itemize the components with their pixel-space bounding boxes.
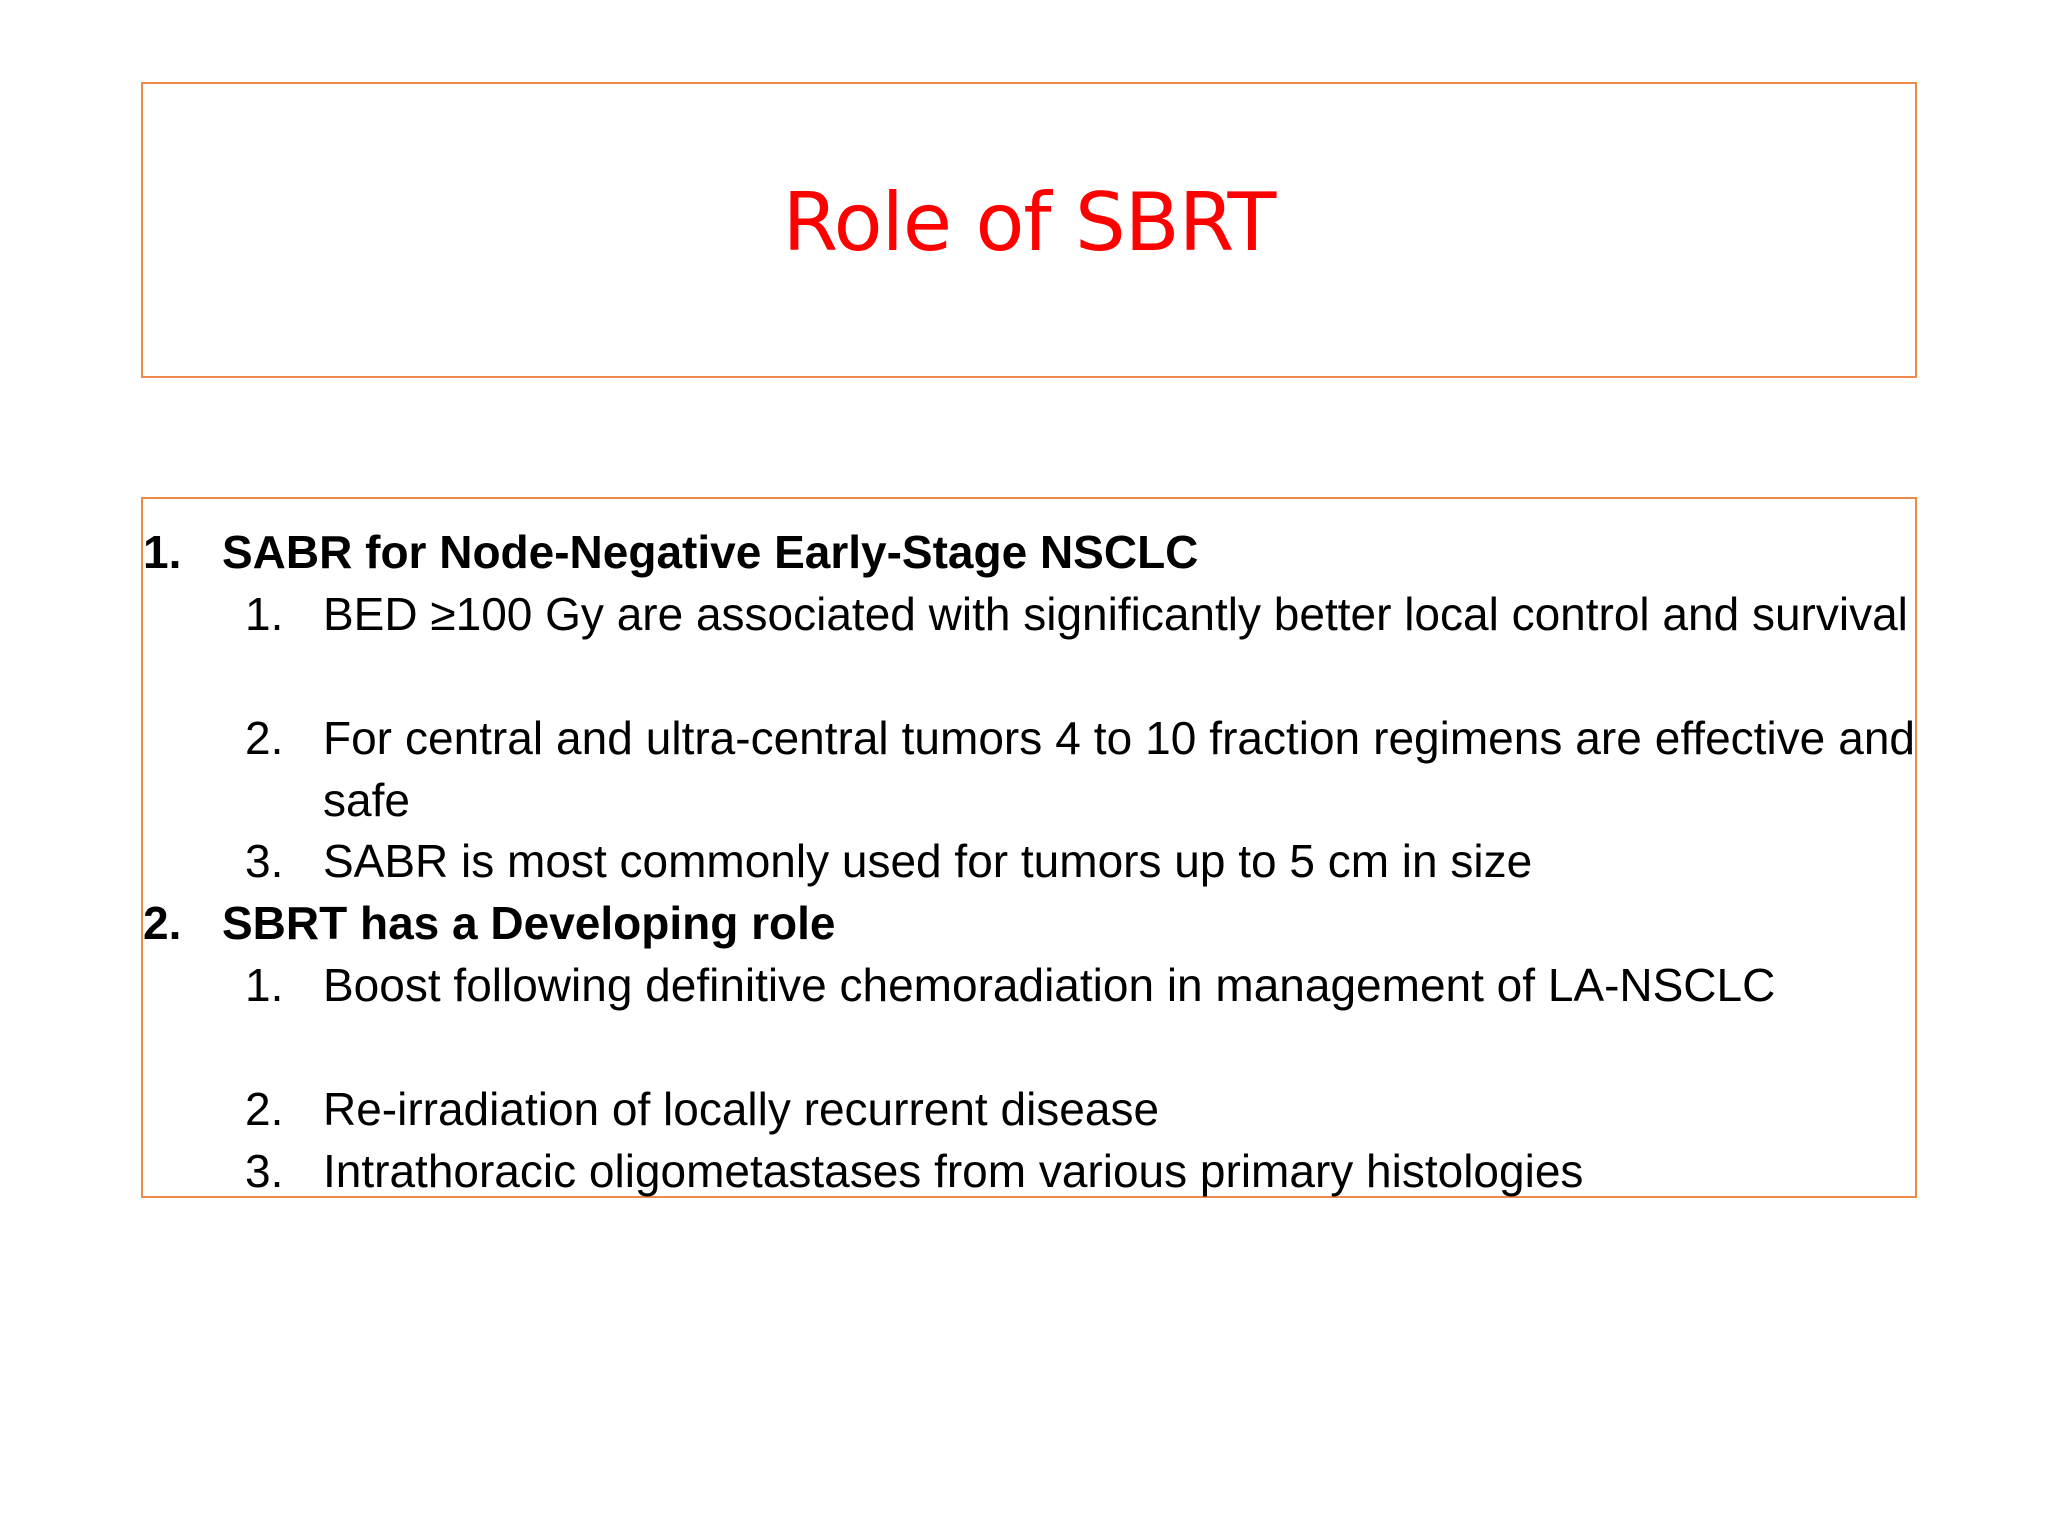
list-item bbox=[245, 1078, 1915, 1140]
list-item bbox=[245, 1140, 1915, 1202]
content-box bbox=[141, 497, 1917, 1198]
item-text: SABR is most commonly used for tumors up to 5 cm in size bbox=[323, 835, 1533, 887]
list-item bbox=[245, 707, 1915, 831]
item-number: 3. bbox=[245, 1145, 284, 1197]
list-item bbox=[245, 583, 1915, 645]
item-text: BED ≥100 Gy are associated with significantly better local control and survival bbox=[323, 588, 1908, 640]
title-box bbox=[141, 82, 1917, 378]
item-number: 2. bbox=[245, 712, 284, 764]
section-number: 1. bbox=[143, 526, 182, 578]
item-number: 1. bbox=[245, 588, 284, 640]
item-text: For central and ultra-central tumors 4 to 10 fraction regimens are effective and safe bbox=[323, 712, 1915, 826]
section-number: 2. bbox=[143, 897, 182, 949]
list-item bbox=[245, 954, 1785, 1016]
item-number: 1. bbox=[245, 959, 284, 1011]
item-text: Boost following definitive chemoradiation in management of LA-NSCLC bbox=[323, 959, 1776, 1011]
section-title: SBRT has a Developing role bbox=[222, 897, 836, 949]
item-text: Re-irradiation of locally recurrent disease bbox=[323, 1083, 1160, 1135]
list-item bbox=[245, 830, 1915, 892]
item-number: 2. bbox=[245, 1083, 284, 1135]
section-heading bbox=[143, 521, 1198, 583]
section-heading bbox=[143, 892, 835, 954]
section-title: SABR for Node-Negative Early-Stage NSCLC bbox=[222, 526, 1199, 578]
item-text: Intrathoracic oligometastases from various primary histologies bbox=[323, 1145, 1584, 1197]
item-number: 3. bbox=[245, 835, 284, 887]
slide-title: Role of SBRT bbox=[782, 175, 1276, 269]
